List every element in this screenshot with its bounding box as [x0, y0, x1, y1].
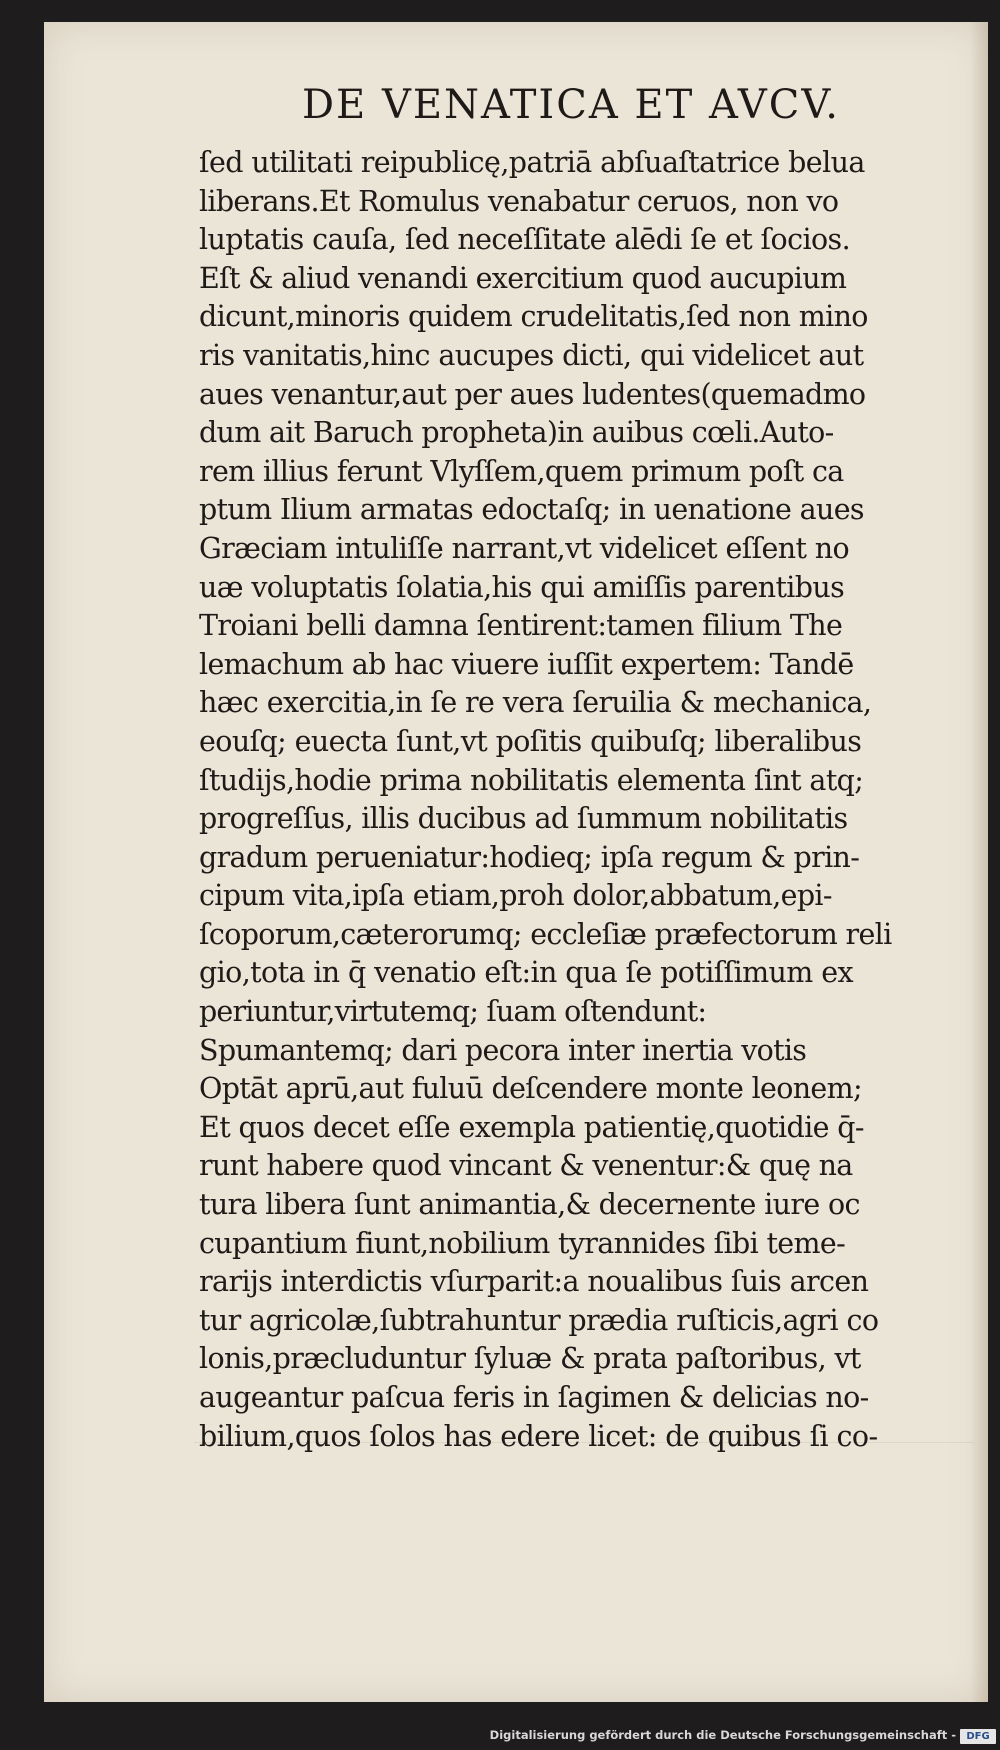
text-line: Spumantemq; dari pecora inter inertia votis [199, 1033, 807, 1067]
text-line: periuntur,virtutemq; ſuam oſtendunt: [199, 995, 707, 1029]
credit-bar [0, 1720, 1000, 1750]
text-line: augeantur paſcua feris in ſagimen & delicias no- [199, 1381, 869, 1414]
text-line: luptatis cauſa, ſed neceſſitate alēdi ſe et ſocios. [199, 223, 851, 257]
dfg-logo-icon: DFG [960, 1729, 996, 1744]
text-line: Et quos decet eſſe exempla patientię,quotidie q̄- [199, 1110, 864, 1144]
page-divider [194, 1442, 974, 1443]
running-title: DE VENATICA ET AVCV. [301, 82, 841, 128]
text-line: ris vanitatis,hinc aucupes dicti, qui videlicet aut [199, 338, 864, 372]
text-line: rarijs interdictis vſurparit:a noualibus ſuis arcen [199, 1265, 869, 1299]
text-line: dicunt,minoris quidem crudelitatis,ſed non mino [199, 300, 868, 334]
book-page [44, 22, 988, 1702]
text-line: Eſt & aliud venandi exercitium quod aucupium [199, 261, 847, 295]
text-line: Græciam intuliſſe narrant,vt videlicet eſſent no [199, 531, 850, 565]
text-line: ſtudijs,hodie prima nobilitatis elementa ſint atq; [199, 763, 864, 797]
text-line: gio,tota in q̄ venatio eſt:in qua ſe potiſſimum ex [199, 956, 853, 990]
text-line: lonis,præcluduntur ſyluæ & prata paſtoribus, vt [199, 1342, 861, 1376]
text-line: cipum vita,ipſa etiam,proh dolor,abbatum,epi- [199, 879, 832, 913]
text-line: liberans.Et Romulus venabatur ceruos, non vo [199, 184, 839, 218]
text-line: bilium,quos ſolos has edere licet: de quibus ſi co- [199, 1419, 878, 1453]
text-line: Troiani belli damna ſentirent:tamen filium The [199, 609, 843, 643]
text-line: hæc exercitia,in ſe re vera ſeruilia & mechanica, [199, 686, 872, 720]
text-line: ptum Ilium armatas edoctaſq; in uenatione aues [199, 493, 864, 527]
text-line: progreſſus, illis ducibus ad ſummum nobilitatis [199, 802, 848, 836]
text-line: uæ voluptatis ſolatia,his qui amiſſis parentibus [199, 570, 845, 604]
text-line: runt habere quod vincant & venentur:& quę na [199, 1149, 853, 1183]
text-line: tur agricolæ,ſubtrahuntur prædia ruſticis,agri co [199, 1303, 879, 1337]
text-line: gradum perueniatur:hodieq; ipſa regum & prin- [199, 840, 860, 874]
text-line: ſcoporum,cæterorumq; eccleſiæ præfectorum reli [199, 917, 892, 951]
text-line: eouſq; euecta ſunt,vt poſitis quibuſq; liberalibus [199, 724, 862, 758]
text-line: tura libera ſunt animantia,& decernente iure oc [199, 1188, 860, 1222]
text-line: rem illius ferunt Vlyſſem,quem primum poſt ca [199, 454, 844, 488]
text-line: ſed utilitati reipublicę,patriā abſuaſtatrice belua [199, 146, 865, 179]
digitization-credit: Digitalisierung gefördert durch die Deutsche Forschungsgemeinschaft - [489, 1728, 956, 1742]
text-line: lemachum ab hac viuere iuſſit expertem: Tandē [199, 647, 854, 681]
text-line: Optāt aprū,aut fuluū deſcendere monte leonem; [199, 1072, 862, 1106]
text-line: cupantium fiunt,nobilium tyrannides ſibi teme- [199, 1226, 846, 1260]
text-line: aues venantur,aut per aues ludentes(quemadmo [199, 377, 866, 411]
body-text [199, 144, 999, 1456]
text-line: dum ait Baruch propheta)in auibus cœli.Auto- [199, 416, 834, 450]
